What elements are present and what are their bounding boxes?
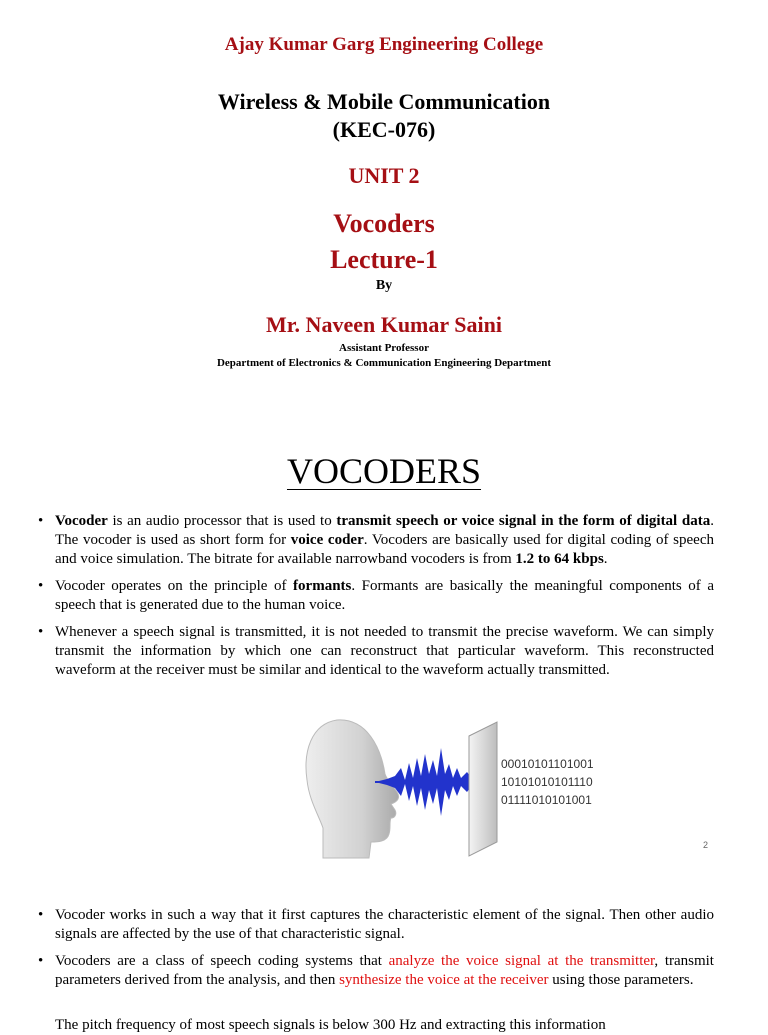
vocoder-illustration bbox=[297, 718, 631, 860]
screen-panel-icon bbox=[469, 722, 497, 856]
unit-label: UNIT 2 bbox=[348, 163, 420, 188]
author-name: Mr. Naveen Kumar Saini bbox=[266, 312, 502, 337]
bullet-list bbox=[38, 906, 714, 998]
lecture-number: Lecture-1 bbox=[330, 245, 438, 274]
page-number: 2 bbox=[703, 840, 709, 850]
author-department: Department of Electronics & Communication Engineering Department bbox=[216, 357, 552, 369]
bullet-icon: • bbox=[38, 953, 44, 969]
bullet-icon: • bbox=[38, 578, 44, 594]
list-item: • Whenever a speech signal is transmitted, it is not needed to transmit the precise waveform. We can simply transmit the information by which one can reconstruct that particular waveform. This reconstructed waveform at the receiver must be similar and identical to the waveform actually transmitted. bbox=[38, 624, 714, 678]
speech-to-digital-icon bbox=[297, 718, 631, 860]
list-item: • Vocoders are a class of speech coding systems that analyze the voice signal at the transmitter, transmit parameters derived from the analysis, and then synthesize the voice at the receiver using those parameters. bbox=[38, 953, 714, 988]
slide-heading: VOCODERS bbox=[286, 451, 482, 491]
lecture-topic bbox=[0, 206, 768, 278]
binary-line: 00010101101001 bbox=[501, 757, 594, 771]
head-icon bbox=[306, 720, 399, 858]
bullet-icon: • bbox=[38, 513, 44, 529]
topic-name: Vocoders bbox=[333, 209, 435, 238]
bullet-icon: • bbox=[38, 624, 44, 640]
bullet-icon: • bbox=[38, 907, 44, 923]
list-item: • Vocoder works in such a way that it first captures the characteristic element of the signal. Then other audio signals are affected by the use of that characteristic signal. bbox=[38, 907, 714, 942]
title-slide bbox=[0, 0, 768, 400]
list-item: • Vocoder operates on the principle of formants. Formants are basically the meaningful components of a speech that is generated due to the human voice. bbox=[38, 578, 714, 613]
author-designation: Assistant Professor bbox=[339, 342, 429, 354]
course-code: (KEC-076) bbox=[332, 117, 436, 142]
cut-off-line: The pitch frequency of most speech signals is below 300 Hz and extracting this information bbox=[55, 1017, 606, 1033]
binary-line: 01111010101001 bbox=[501, 793, 592, 807]
by-label: By bbox=[375, 278, 393, 293]
bullet-list bbox=[38, 512, 714, 689]
course-title bbox=[0, 88, 768, 144]
course-name: Wireless & Mobile Communication bbox=[217, 89, 551, 114]
binary-line: 10101010101110 bbox=[501, 775, 593, 789]
list-item: • Vocoder is an audio processor that is used to transmit speech or voice signal in the form of digital data. The vocoder is used as short form for voice coder. Vocoders are basically used for digital coding of speech and voice simulation. The bitrate for available narrowband vocoders is from 1.2 to 64 kbps. bbox=[38, 513, 714, 567]
college-name: Ajay Kumar Garg Engineering College bbox=[224, 34, 544, 55]
